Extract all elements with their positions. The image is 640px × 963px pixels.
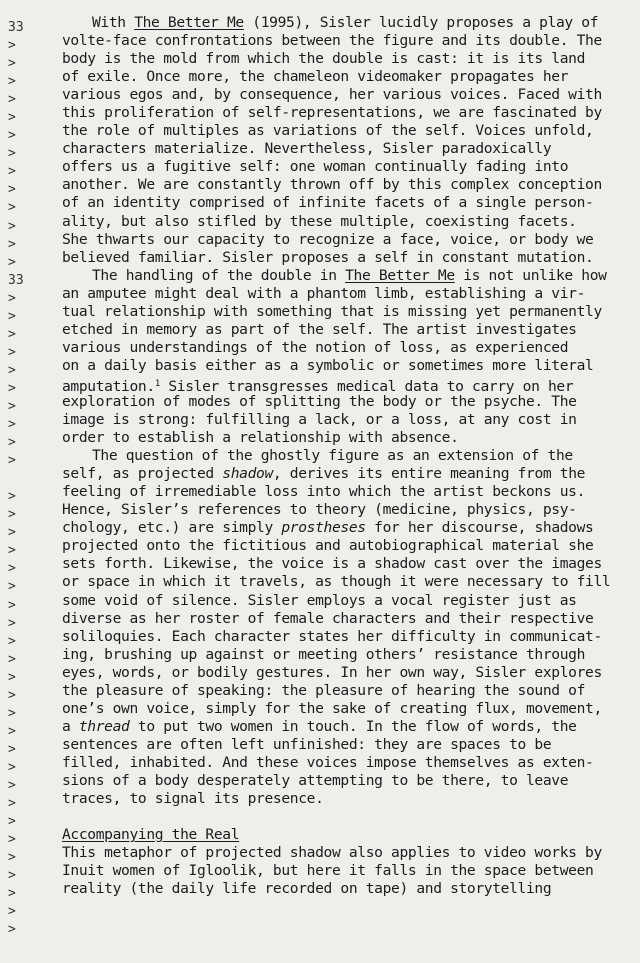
line-marker: > (8, 380, 16, 396)
text-line: various egos and, by consequence, her various voices. Faced with (62, 86, 602, 104)
footnote-marker: 1 (154, 378, 160, 389)
text-line: one’s own voice, simply for the sake of creating flux, movement, (62, 699, 602, 717)
text-line: of exile. Once more, the chameleon videomaker propagates her (62, 68, 569, 86)
line-marker: > (8, 832, 16, 848)
line-marker (8, 470, 38, 488)
text-line: characters materialize. Nevertheless, Sisler paradoxically (62, 140, 552, 158)
work-title: The Better Me (134, 14, 244, 31)
text-line: ing, brushing up against or meeting others’ resistance through (62, 645, 586, 663)
text-line: various understandings of the notion of loss, as experienced (62, 338, 569, 356)
line-marker: > (8, 615, 16, 631)
line-marker: > (8, 777, 16, 793)
work-title: The Better Me (345, 266, 455, 284)
text-line: self, as projected shadow, derives its entire meaning from the (62, 465, 586, 483)
line-marker: > (8, 741, 16, 757)
text-line: reality (the daily life recorded on tape) and storytelling (62, 880, 552, 898)
line-marker: > (8, 398, 16, 414)
text-line: Inuit women of Igloolik, but here it falls in the space between (62, 862, 594, 880)
text-line: filled, inhabited. And these voices impose themselves as exten- (62, 753, 594, 771)
line-marker: 33 (8, 272, 24, 288)
body-text (62, 14, 622, 898)
line-marker: > (8, 651, 16, 667)
text-line: The handling of the double in The Better Me is not unlike how (92, 266, 607, 284)
line-marker: > (8, 922, 16, 938)
text-line: the pleasure of speaking: the pleasure of hearing the sound of (62, 681, 586, 699)
blank-line (62, 808, 622, 826)
line-marker: > (8, 525, 16, 541)
line-marker: > (8, 38, 16, 54)
line-marker: > (8, 453, 16, 469)
line-marker: > (8, 128, 16, 144)
text-line: eyes, words, or bodily gestures. In her own way, Sisler explores (62, 663, 602, 681)
line-marker: > (8, 579, 16, 595)
text-line: This metaphor of projected shadow also applies to video works by (62, 844, 602, 862)
text-line: believed familiar. Sisler proposes a self in constant mutation. (62, 248, 594, 266)
line-marker: > (8, 850, 16, 866)
line-marker: > (8, 326, 16, 342)
emphasis: shadow (222, 465, 273, 483)
line-marker: > (8, 290, 16, 306)
text-line: this proliferation of self-representations, we are fascinated by (62, 104, 602, 122)
line-marker: > (8, 633, 16, 649)
text-line: sentences are often left unfinished: they are spaces to be (62, 735, 552, 753)
line-marker: > (8, 308, 16, 324)
text-line: on a daily basis either as a symbolic or sometimes more literal (62, 356, 594, 374)
line-marker: > (8, 362, 16, 378)
text-line: With The Better Me (1995), Sisler lucidly proposes a play of (92, 14, 599, 31)
text-line: amputation.$^1$ Sisler transgresses medical data to carry on her (62, 377, 574, 395)
line-marker: > (8, 200, 16, 216)
text-line: traces, to signal its presence. (62, 790, 324, 808)
text-line: Hence, Sisler’s references to theory (medicine, physics, psy- (62, 501, 577, 519)
line-marker: > (8, 236, 16, 252)
text-line: sets forth. Likewise, the voice is a shadow cast over the images (62, 555, 602, 573)
line-marker-gutter (8, 19, 38, 939)
line-marker: > (8, 74, 16, 90)
line-marker: > (8, 723, 16, 739)
line-marker: > (8, 182, 16, 198)
text-line: etched in memory as part of the self. The artist investigates (62, 320, 577, 338)
line-marker: > (8, 561, 16, 577)
line-marker: > (8, 218, 16, 234)
emphasis: prostheses (281, 519, 366, 537)
line-marker: > (8, 814, 16, 830)
text-line: body is the mold from which the double is cast: it is its land (62, 50, 586, 68)
line-marker: > (8, 164, 16, 180)
line-marker: 33 (8, 20, 24, 35)
text-line: the role of multiples as variations of the self. Voices unfold, (62, 122, 594, 140)
text-line: an amputee might deal with a phantom limb, establishing a vir- (62, 284, 586, 302)
line-marker: > (8, 886, 16, 902)
line-marker: > (8, 904, 16, 920)
text-line: soliloquies. Each character states her difficulty in communicat- (62, 627, 602, 645)
line-marker: > (8, 489, 16, 505)
line-marker: > (8, 705, 16, 721)
text-line: projected onto the fictitious and autobiographical material she (62, 537, 594, 555)
line-marker: > (8, 759, 16, 775)
text-line: diverse as her roster of female characters and their respective (62, 609, 594, 627)
line-marker: > (8, 417, 16, 433)
text-line: The question of the ghostly figure as an extension of the (92, 447, 573, 465)
line-marker: > (8, 868, 16, 884)
text-line: image is strong: fulfilling a lack, or a loss, at any cost in (62, 411, 577, 429)
line-marker: > (8, 687, 16, 703)
line-marker: > (8, 92, 16, 108)
text-line: offers us a fugitive self: one woman continually fading into (62, 158, 569, 176)
line-marker: > (8, 543, 16, 559)
text-line: tual relationship with something that is missing yet permanently (62, 302, 602, 320)
line-marker: > (8, 669, 16, 685)
text-line: or space in which it travels, as though it were necessary to fill (62, 573, 611, 591)
text-line: order to establish a relationship with absence. (62, 429, 459, 447)
text-line: a thread to put two women in touch. In the flow of words, the (62, 717, 577, 735)
text-line: another. We are constantly thrown off by this complex conception (62, 176, 602, 194)
line-marker: > (8, 146, 16, 162)
emphasis: thread (78, 717, 130, 735)
line-marker: > (8, 56, 16, 72)
text-line: She thwarts our capacity to recognize a face, voice, or body we (62, 230, 594, 248)
line-marker: > (8, 110, 16, 126)
line-marker: > (8, 435, 16, 451)
text-line: of an identity comprised of infinite facets of a single person- (62, 194, 594, 212)
line-marker: > (8, 796, 16, 812)
section-heading: Accompanying the Real (62, 826, 240, 844)
text-line: volte-face confrontations between the figure and its double. The (62, 32, 602, 50)
text-line: feeling of irremediable loss into which the artist beckons us. (62, 483, 586, 501)
line-marker: > (8, 344, 16, 360)
text-line: sions of a body desperately attempting to be there, to leave (62, 771, 569, 789)
line-marker: > (8, 254, 16, 270)
line-marker: > (8, 597, 16, 613)
text-line: exploration of modes of splitting the body or the psyche. The (62, 392, 577, 410)
text-line: chology, etc.) are simply prostheses for her discourse, shadows (62, 519, 594, 537)
text-line: some void of silence. Sisler employs a vocal register just as (62, 591, 577, 609)
line-marker: > (8, 507, 16, 523)
text-line: ality, but also stifled by these multiple, coexisting facets. (62, 212, 577, 230)
